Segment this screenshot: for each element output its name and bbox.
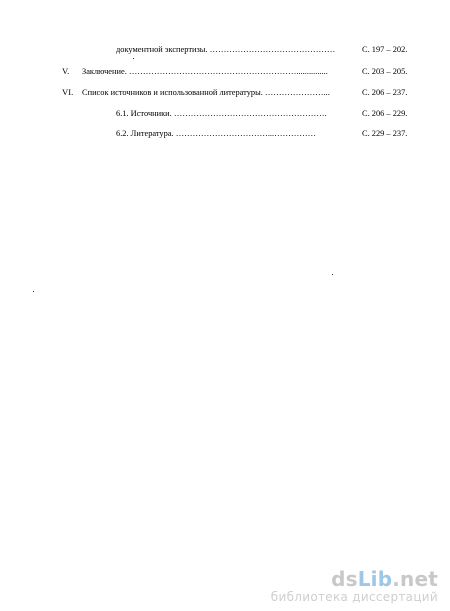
toc-entry-text: 6.2. Литература. ……………………………...…………… [116,129,316,138]
scan-speck [133,58,134,59]
watermark-logo: dsLib.net [331,567,438,591]
toc-entry-text: 6.1. Источники. ………………………………………………. [116,109,327,118]
watermark-subtitle: библиотека диссертаций [270,590,438,604]
toc-entry-text: документной экспертизы. ……………………………………… [116,45,336,54]
toc-entry-number: V. [62,66,70,76]
toc-entry-number: VI. [62,87,74,97]
toc-entry-pages: С. 206 – 229. [362,109,408,118]
toc-entry-pages: С. 229 – 237. [362,129,408,138]
toc-entry-text: Заключение. ……………………………………………………............... [82,67,328,76]
dslib-watermark [271,568,438,605]
toc-entry-pages: С. 206 – 237. [362,88,408,97]
toc-entry-pages: С. 197 – 202. [362,45,408,54]
toc-entry-text: Список источников и использованной литературы. …………………... [82,88,330,97]
toc-entry-pages: С. 203 – 205. [362,67,408,76]
scan-speck [332,274,333,275]
scan-speck [33,291,34,292]
